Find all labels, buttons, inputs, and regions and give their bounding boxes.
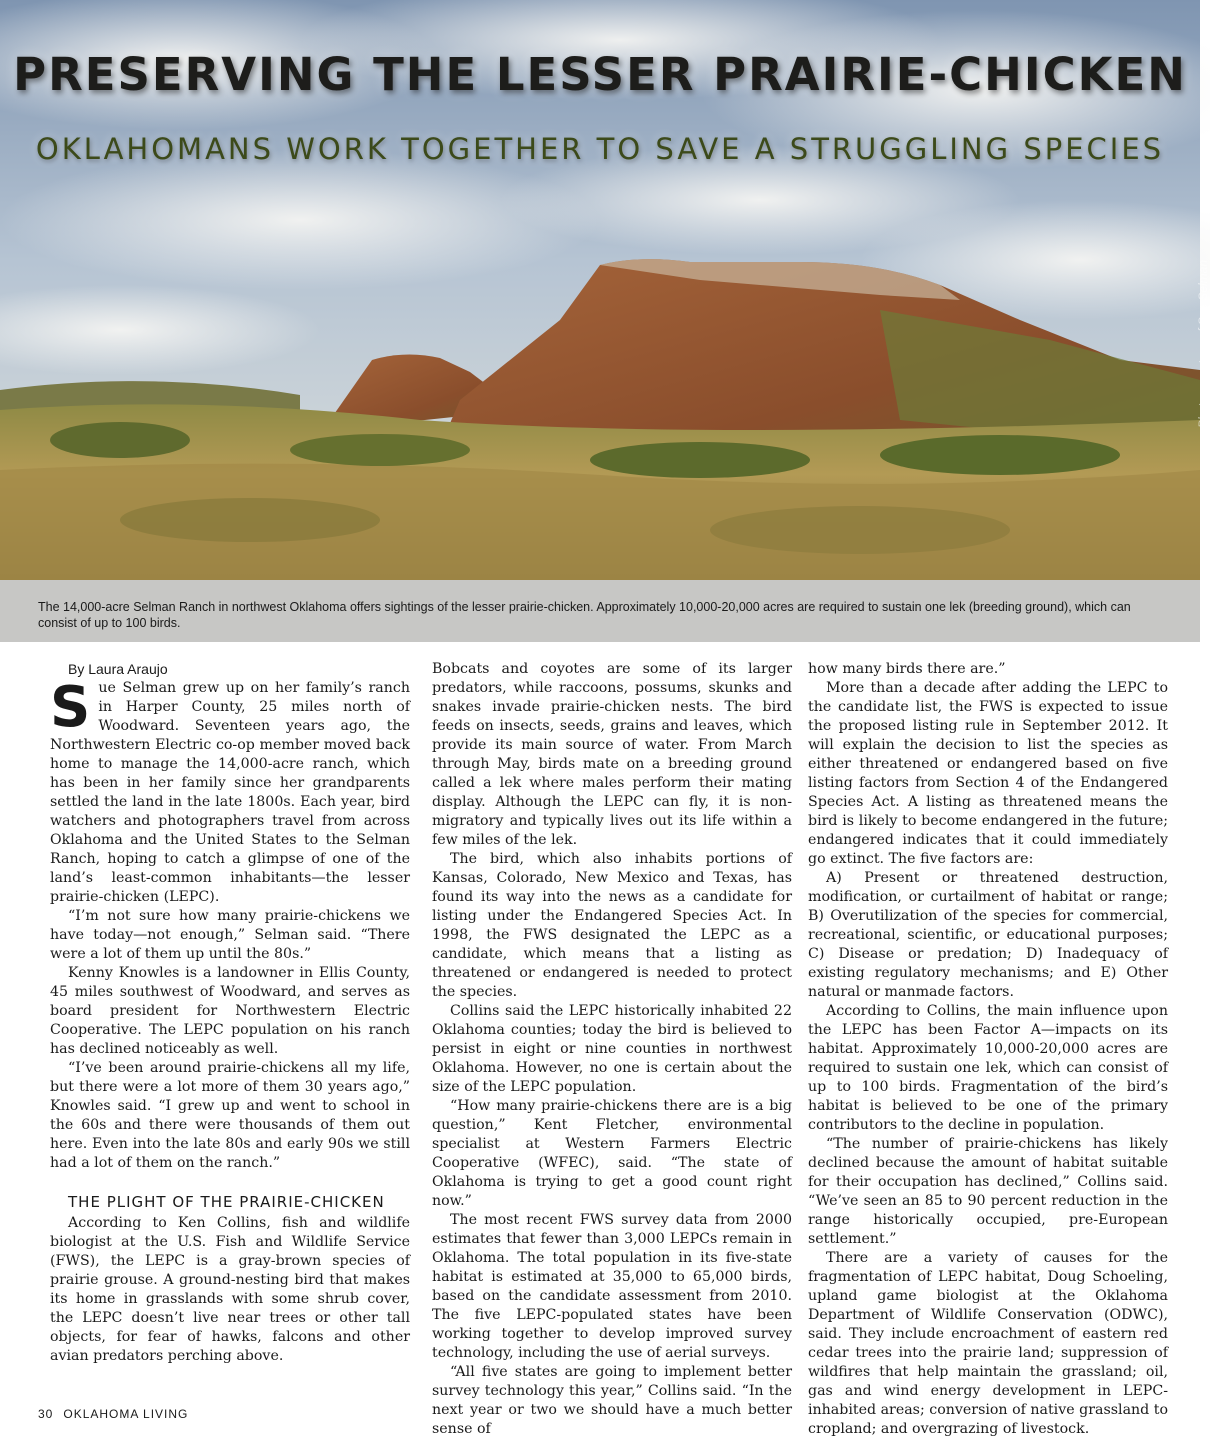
hero-photo	[0, 0, 1210, 580]
paragraph	[50, 675, 410, 907]
page-folio	[38, 1407, 188, 1421]
paragraph: The bird, which also inhabits portions of Kansas, Colorado, New Mexico and Texas, has found its way into the news as a candidate for listing under the Endangered Species Act. In 1998, the FWS designated the LEPC as a candidate, which means that a listing as threatened or endangered is needed to protect the species.	[432, 851, 792, 1000]
paragraph: “The number of prairie-chickens has likely declined because the amount of habitat suitable for their occupation has declined,” Collins said. “We’ve seen an 85 to 90 percent reduction in the range historically occupied, pre-European settlement.”	[808, 1136, 1168, 1247]
paragraph: More than a decade after adding the LEPC to the candidate list, the FWS is expected to issue the proposed listing rule in September 2012. It will explain the decision to list the species as either threatened or endangered based on five listing factors from Section 4 of the Endangered Species Act. A listing as threatened means the bird is likely to become endangered in the future; endangered indicates that it could immediately go extinct. The five factors are:	[808, 680, 1168, 867]
paragraph: how many birds there are.”	[808, 661, 1006, 677]
paragraph: Collins said the LEPC historically inhabited 22 Oklahoma counties; today the bird is believed to persist in eight or nine counties in northwest Oklahoma. However, no one is certain about the size of the LEPC population.	[432, 1003, 792, 1095]
photo-caption: The 14,000-acre Selman Ranch in northwest Oklahoma offers sightings of the lesser prairie-chicken. Approximately 10,000-20,000 acres are required to sustain one lek (breeding ground), which can consist of up to 100 birds.	[38, 600, 1131, 630]
paragraph: There are a variety of causes for the fragmentation of LEPC habitat, Doug Schoeling, upland game biologist at the Oklahoma Department of Wildlife Conservation (ODWC), said. They include encroachment of eastern red cedar trees into the prairie land; suppression of wildfires that help maintain the grassland; oil, gas and wind energy development in LEPC-inhabited areas; conversion of native grassland to cropland; and overgrazing of livestock.	[808, 1250, 1168, 1437]
section-heading: THE PLIGHT OF THE PRAIRIE-CHICKEN	[68, 1193, 385, 1211]
article-column-1	[50, 660, 410, 1366]
paragraph: Kenny Knowles is a landowner in Ellis County, 45 miles southwest of Woodward, and serves as board president for Northwestern Electric Cooperative. The LEPC population on his ranch has declined noticeably as well.	[50, 965, 410, 1057]
page-number: 30	[38, 1407, 54, 1421]
byline: By Laura Araujo	[68, 661, 168, 677]
article-subtitle: OKLAHOMANS WORK TOGETHER TO SAVE A STRUGGLING SPECIES	[35, 132, 1165, 166]
photo-caption-bar	[0, 580, 1200, 642]
paragraph: According to Ken Collins, fish and wildlife biologist at the U.S. Fish and Wildlife Service (FWS), the LEPC is a gray-brown species of prairie grouse. A ground-nesting bird that makes its home in grasslands with some shrub cover, the LEPC doesn’t live near trees or other tall objects, for fear of hawks, falcons and other avian predators perching above.	[50, 1215, 410, 1364]
photo-credit: Photos courtesy of Sue Selman	[1196, 260, 1210, 429]
paragraph: A) Present or threatened destruction, modification, or curtailment of habitat or range; B) Overutilization of the species for commercial, recreational, scientific, or educational purposes; C) Disease or predation; D) Inadequacy of existing regulatory mechanisms; and E) Other natural or manmade factors.	[808, 870, 1168, 1000]
article-column-2	[432, 660, 792, 1439]
paragraph: The most recent FWS survey data from 2000 estimates that fewer than 3,000 LEPCs remain in Oklahoma. The total population in its five-state habitat is estimated at 35,000 to 65,000 birds, based on the candidate assessment from 2010. The five LEPC-populated states have been working together to develop improved survey technology, including the use of aerial surveys.	[432, 1212, 792, 1361]
paragraph: “I’m not sure how many prairie-chickens we have today—not enough,” Selman said. “There were a lot of them up until the 80s.”	[50, 908, 410, 962]
article-column-3	[808, 660, 1168, 1439]
drop-cap: S	[50, 675, 91, 740]
publication-name: OKLAHOMA LIVING	[63, 1407, 189, 1421]
paragraph: According to Collins, the main influence upon the LEPC has been Factor A—impacts on its habitat. Approximately 10,000-20,000 acres are required to sustain one lek, which can consist of up to 100 birds. Fragmentation of the bird’s habitat is believed to be one of the primary contributors to the decline in population.	[808, 1003, 1168, 1133]
paragraph: “I’ve been around prairie-chickens all my life, but there were a lot more of them 30 years ago,” Knowles said. “I grew up and went to school in the 60s and there were thousands of them out here. Even into the late 80s and early 90s we still had a lot of them on the ranch.”	[50, 1060, 410, 1171]
paragraph: “All five states are going to implement better survey technology this year,” Collins said. “In the next year or two we should have a much better sense of	[432, 1364, 792, 1437]
article-title: PRESERVING THE LESSER PRAIRIE-CHICKEN	[13, 48, 1187, 101]
paragraph-text: ue Selman grew up on her family’s ranch in Harper County, 25 miles north of Woodward. Seventeen years ago, the Northwestern Electric co-op member moved back home to manage the 14,000-acre ranch, which has been in her family since her grandparents settled the land in the late 1800s. Each year, bird watchers and photographers travel from across Oklahoma and the United States to the Selman Ranch, hoping to catch a glimpse of one of the land’s least-common inhabitants—the lesser prairie-chicken (LEPC).	[50, 680, 410, 905]
paragraph: “How many prairie-chickens there are is a big question,” Kent Fletcher, environmental specialist at Western Farmers Electric Cooperative (WFEC), said. “The state of Oklahoma is trying to get a good count right now.”	[432, 1098, 792, 1209]
paragraph: Bobcats and coyotes are some of its larger predators, while raccoons, possums, skunks and snakes invade prairie-chicken nests. The bird feeds on insects, seeds, grains and leaves, which provide its main source of water. From March through May, birds mate on a breeding ground called a lek where males perform their mating display. Although the LEPC can fly, it is non-migratory and typically lives out its life within a few miles of the lek.	[432, 661, 792, 848]
